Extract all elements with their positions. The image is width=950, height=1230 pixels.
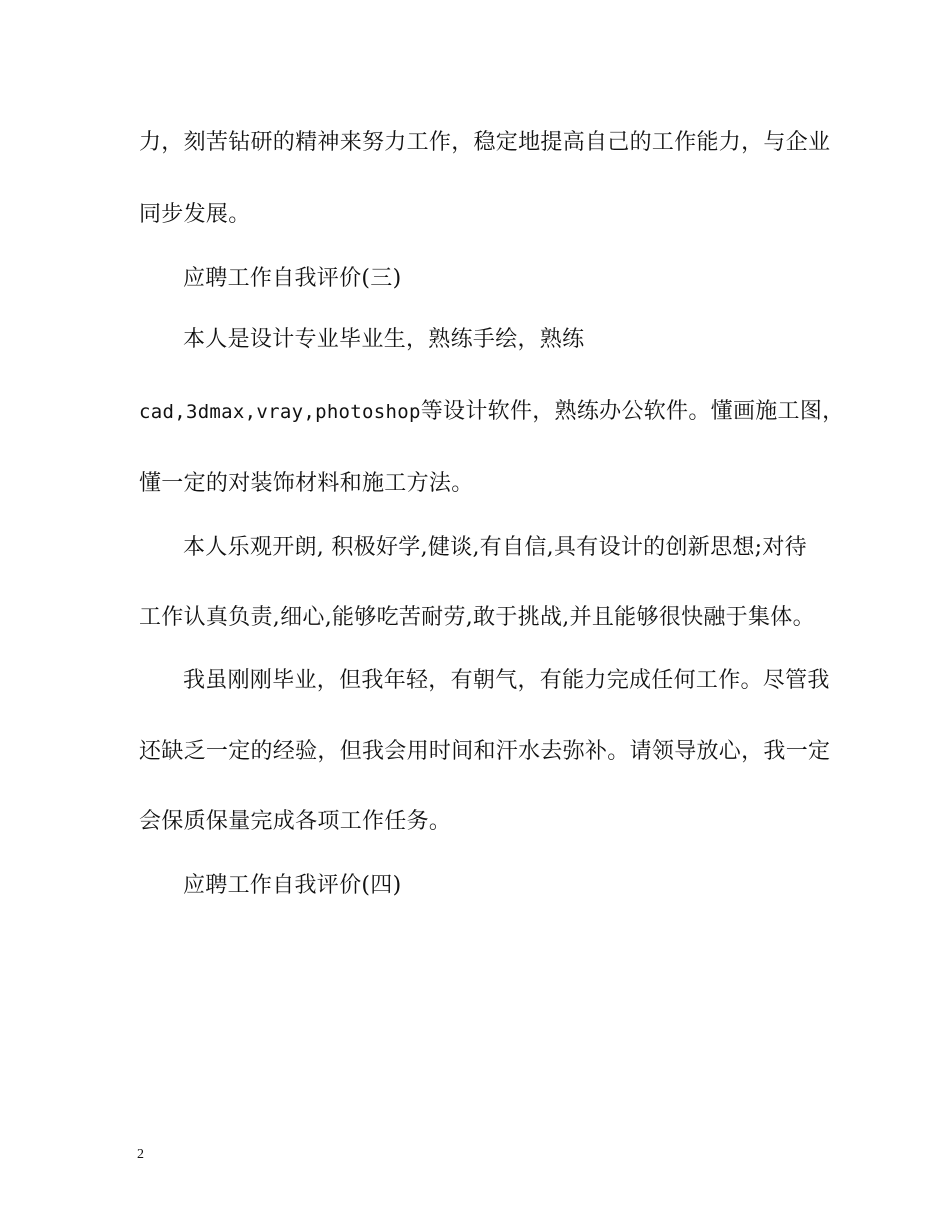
paragraph-line: 本人是设计专业毕业生，熟练手绘，熟练 [183, 327, 585, 352]
section-heading: 应聘工作自我评价(四) [183, 873, 402, 898]
paragraph-line: 还缺乏一定的经验，但我会用时间和汗水去弥补。请领导放心，我一定 [139, 739, 831, 764]
paragraph-line: 我虽刚刚毕业，但我年轻，有朝气，有能力完成任何工作。尽管我 [183, 668, 830, 693]
paragraph-line: 同步发展。 [139, 202, 251, 227]
paragraph-line: 会保质保量完成各项工作任务。 [139, 809, 452, 834]
paragraph-line-text: 等设计软件，熟练办公软件。懂画施工图， [420, 399, 845, 424]
paragraph-line [139, 397, 845, 427]
section-heading: 应聘工作自我评价(三) [183, 266, 402, 291]
paragraph-line: 本人乐观开朗, 积极好学,健谈,有自信,具有设计的创新思想;对待 [183, 535, 807, 560]
page-number: 2 [137, 1147, 144, 1162]
paragraph-line: 工作认真负责,细心,能够吃苦耐劳,敢于挑战,并且能够很快融于集体。 [139, 605, 815, 630]
paragraph-line: 力，刻苦钻研的精神来努力工作，稳定地提高自己的工作能力，与企业 [139, 130, 831, 155]
paragraph-line: 懂一定的对装饰材料和施工方法。 [139, 471, 474, 496]
software-list: cad,3dmax,vray,photoshop [139, 401, 421, 423]
